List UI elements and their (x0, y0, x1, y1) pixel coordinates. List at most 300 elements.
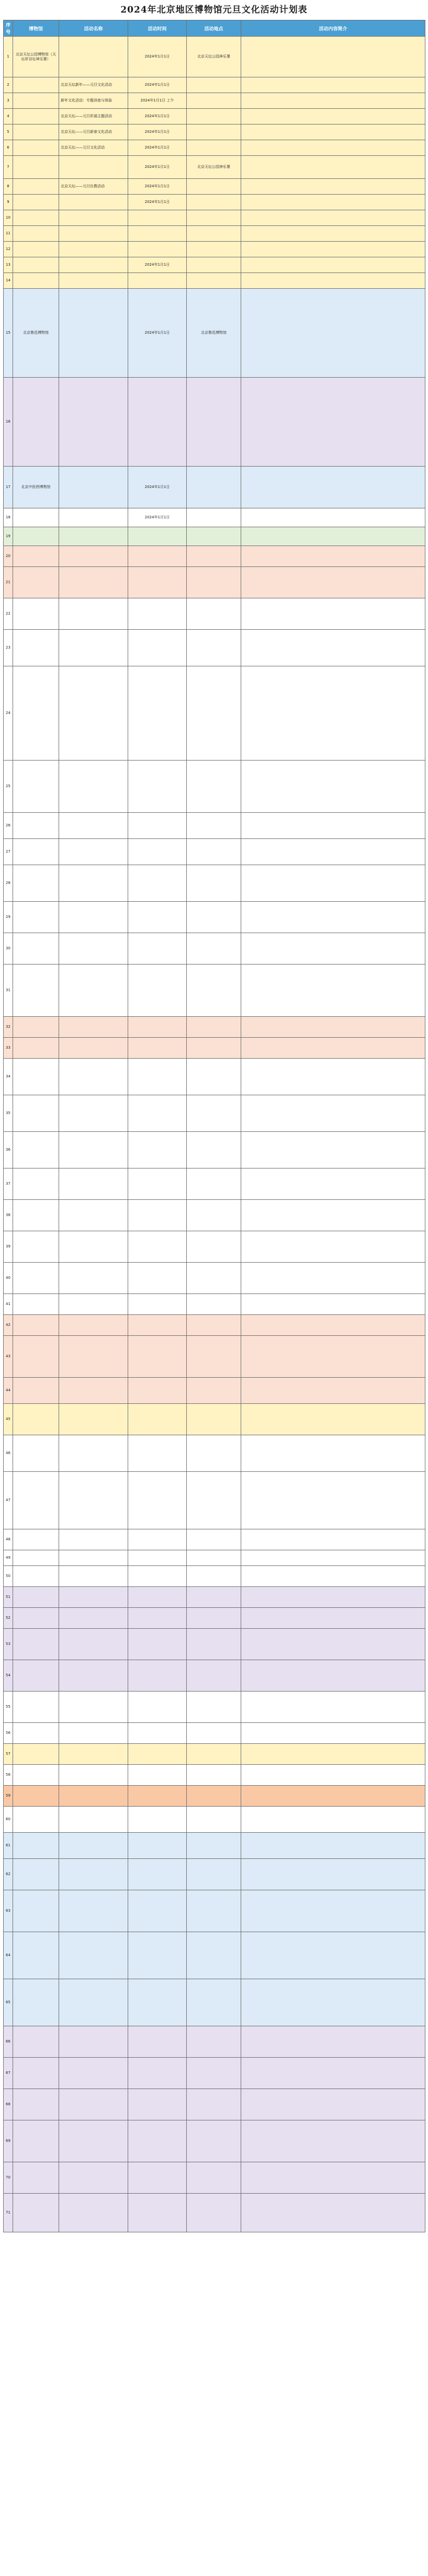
time-cell: 2024年1月1日 (128, 124, 187, 140)
desc-cell (241, 1566, 425, 1587)
row-number: 35 (4, 1095, 13, 1132)
table-row (4, 2058, 425, 2089)
event-cell (59, 1059, 128, 1095)
place-cell (187, 1435, 241, 1472)
place-cell (187, 1979, 241, 2026)
place-cell (187, 140, 241, 156)
event-cell (59, 1550, 128, 1566)
time-cell (128, 527, 187, 546)
event-cell (59, 865, 128, 902)
museum-cell (13, 1932, 59, 1979)
desc-cell (241, 1660, 425, 1692)
desc-cell (241, 1378, 425, 1404)
desc-cell (241, 1550, 425, 1566)
row-number: 70 (4, 2162, 13, 2194)
table-row (4, 1017, 425, 1038)
museum-cell (13, 156, 59, 179)
museum-cell (13, 1807, 59, 1833)
place-cell (187, 467, 241, 508)
time-cell: 2024年1月1日 (128, 179, 187, 195)
table-row (4, 1566, 425, 1587)
time-cell: 2024年1月1日 (128, 77, 187, 93)
desc-cell (241, 289, 425, 378)
desc-cell (241, 1132, 425, 1168)
event-cell (59, 1095, 128, 1132)
time-cell (128, 1890, 187, 1932)
place-cell (187, 2162, 241, 2194)
place-cell (187, 933, 241, 964)
table-row (4, 1859, 425, 1890)
museum-cell (13, 1435, 59, 1472)
place-cell (187, 1132, 241, 1168)
time-cell (128, 1786, 187, 1807)
table-row (4, 839, 425, 865)
time-cell (128, 2026, 187, 2058)
time-cell: 2024年1月1日 (128, 109, 187, 124)
museum-cell (13, 1472, 59, 1529)
event-cell (59, 1859, 128, 1890)
desc-cell (241, 1315, 425, 1336)
event-cell (59, 1979, 128, 2026)
time-cell (128, 839, 187, 865)
row-number: 7 (4, 156, 13, 179)
museum-cell (13, 1200, 59, 1231)
time-cell (128, 1629, 187, 1660)
time-cell (128, 378, 187, 467)
museum-cell (13, 666, 59, 761)
event-cell (59, 1890, 128, 1932)
event-cell: 北京天坛新年——元旦文化活动 (59, 77, 128, 93)
event-cell (59, 257, 128, 273)
place-cell (187, 1378, 241, 1404)
table-row (4, 1404, 425, 1435)
row-number: 17 (4, 467, 13, 508)
desc-cell (241, 1932, 425, 1979)
time-cell (128, 1859, 187, 1890)
table-row (4, 257, 425, 273)
desc-cell (241, 1807, 425, 1833)
table-row (4, 1833, 425, 1859)
row-number: 6 (4, 140, 13, 156)
desc-cell (241, 865, 425, 902)
table-row (4, 37, 425, 77)
row-number: 16 (4, 378, 13, 467)
time-cell (128, 902, 187, 933)
table-row (4, 242, 425, 257)
desc-cell (241, 226, 425, 242)
place-cell (187, 1200, 241, 1231)
museum-cell (13, 567, 59, 598)
place-cell (187, 508, 241, 527)
row-number: 31 (4, 964, 13, 1017)
event-cell (59, 1200, 128, 1231)
event-cell (59, 2162, 128, 2194)
desc-cell (241, 1095, 425, 1132)
table-row (4, 1765, 425, 1786)
museum-cell (13, 273, 59, 289)
museum-cell (13, 2026, 59, 2058)
time-cell (128, 1566, 187, 1587)
event-cell (59, 156, 128, 179)
desc-cell (241, 1692, 425, 1723)
museum-cell (13, 761, 59, 813)
place-cell (187, 1660, 241, 1692)
museum-cell (13, 1294, 59, 1315)
desc-cell (241, 508, 425, 527)
row-number: 22 (4, 598, 13, 630)
time-cell: 2024年1月1日 (128, 467, 187, 508)
time-cell (128, 1529, 187, 1550)
row-number: 59 (4, 1786, 13, 1807)
event-cell (59, 242, 128, 257)
time-cell (128, 1608, 187, 1629)
museum-cell (13, 1692, 59, 1723)
place-cell (187, 666, 241, 761)
desc-cell (241, 109, 425, 124)
row-number: 46 (4, 1435, 13, 1472)
row-number: 24 (4, 666, 13, 761)
table-row (4, 1890, 425, 1932)
museum-cell (13, 93, 59, 109)
row-number: 37 (4, 1168, 13, 1200)
desc-cell (241, 1200, 425, 1231)
row-number: 14 (4, 273, 13, 289)
museum-cell (13, 1404, 59, 1435)
museum-cell (13, 1059, 59, 1095)
event-cell (59, 1744, 128, 1765)
desc-cell (241, 467, 425, 508)
desc-cell (241, 140, 425, 156)
time-cell (128, 226, 187, 242)
row-number: 29 (4, 902, 13, 933)
row-number: 53 (4, 1629, 13, 1660)
event-cell (59, 546, 128, 567)
event-cell (59, 1833, 128, 1859)
place-cell (187, 546, 241, 567)
table-row (4, 1629, 425, 1660)
row-number: 15 (4, 289, 13, 378)
desc-cell (241, 156, 425, 179)
time-cell: 2024年1月1日 (128, 195, 187, 210)
row-number: 63 (4, 1890, 13, 1932)
place-cell (187, 179, 241, 195)
row-number: 8 (4, 179, 13, 195)
time-cell (128, 1017, 187, 1038)
time-cell (128, 1336, 187, 1378)
row-number: 61 (4, 1833, 13, 1859)
event-cell (59, 289, 128, 378)
place-cell (187, 273, 241, 289)
time-cell (128, 1315, 187, 1336)
time-cell (128, 1587, 187, 1608)
time-cell: 2024年1月1日 (128, 289, 187, 378)
time-cell (128, 546, 187, 567)
table-row (4, 1660, 425, 1692)
time-cell (128, 2194, 187, 2232)
row-number: 38 (4, 1200, 13, 1231)
event-cell (59, 1336, 128, 1378)
event-cell (59, 761, 128, 813)
table-row (4, 1587, 425, 1608)
place-cell (187, 1550, 241, 1566)
place-cell (187, 1294, 241, 1315)
event-cell: 新年文化活动：专题讲座与体验 (59, 93, 128, 109)
museum-cell (13, 1378, 59, 1404)
row-number: 71 (4, 2194, 13, 2232)
event-cell (59, 2089, 128, 2120)
place-cell (187, 1765, 241, 1786)
museum-cell (13, 179, 59, 195)
desc-cell (241, 378, 425, 467)
row-number: 27 (4, 839, 13, 865)
place-cell (187, 839, 241, 865)
time-cell (128, 1744, 187, 1765)
time-cell (128, 1059, 187, 1095)
row-number: 68 (4, 2089, 13, 2120)
time-cell: 2024年1月1日 (128, 508, 187, 527)
place-cell (187, 1744, 241, 1765)
row-number: 42 (4, 1315, 13, 1336)
table-row (4, 1294, 425, 1315)
desc-cell (241, 2026, 425, 2058)
table-row (4, 1550, 425, 1566)
place-cell (187, 257, 241, 273)
time-cell (128, 1404, 187, 1435)
event-cell (59, 1566, 128, 1587)
museum-cell (13, 1529, 59, 1550)
desc-cell (241, 195, 425, 210)
row-number: 69 (4, 2120, 13, 2162)
museum-cell (13, 1132, 59, 1168)
table-row (4, 273, 425, 289)
event-cell (59, 527, 128, 546)
museum-cell: 北京天坛公园博物馆（天坛祈谷坛神乐署） (13, 37, 59, 77)
table-row (4, 1608, 425, 1629)
table-row (4, 1378, 425, 1404)
place-cell (187, 1017, 241, 1038)
row-number: 18 (4, 508, 13, 527)
place-cell (187, 378, 241, 467)
row-number: 67 (4, 2058, 13, 2089)
table-row (4, 93, 425, 109)
museum-cell (13, 1550, 59, 1566)
museum-cell (13, 1786, 59, 1807)
desc-cell (241, 1336, 425, 1378)
row-number: 19 (4, 527, 13, 546)
event-cell (59, 273, 128, 289)
time-cell (128, 630, 187, 666)
table-row (4, 1059, 425, 1095)
place-cell (187, 813, 241, 839)
table-row (4, 179, 425, 195)
table-row (4, 2194, 425, 2232)
desc-cell (241, 527, 425, 546)
place-cell (187, 1315, 241, 1336)
table-row (4, 109, 425, 124)
place-cell (187, 2058, 241, 2089)
time-cell: 2024年1月1日 (128, 140, 187, 156)
time-cell (128, 1932, 187, 1979)
place-cell (187, 124, 241, 140)
time-cell (128, 1294, 187, 1315)
museum-cell (13, 902, 59, 933)
desc-cell (241, 1744, 425, 1765)
event-cell (59, 1231, 128, 1263)
event-cell (59, 2120, 128, 2162)
place-cell (187, 77, 241, 93)
time-cell (128, 242, 187, 257)
museum-cell (13, 1859, 59, 1890)
table-row (4, 210, 425, 226)
event-cell (59, 1038, 128, 1059)
table-row (4, 902, 425, 933)
time-cell (128, 598, 187, 630)
museum-cell (13, 865, 59, 902)
museum-cell (13, 1168, 59, 1200)
table-row (4, 124, 425, 140)
row-number: 64 (4, 1932, 13, 1979)
event-cell (59, 1315, 128, 1336)
place-cell (187, 109, 241, 124)
table-body (4, 37, 425, 2232)
table-row (4, 1692, 425, 1723)
table-row (4, 2089, 425, 2120)
event-cell (59, 226, 128, 242)
table-row (4, 1435, 425, 1472)
museum-cell (13, 1890, 59, 1932)
desc-cell (241, 1038, 425, 1059)
event-cell (59, 195, 128, 210)
place-cell (187, 242, 241, 257)
place-cell (187, 1932, 241, 1979)
event-cell (59, 1786, 128, 1807)
event-cell (59, 1378, 128, 1404)
header-event: 活动名称 (59, 20, 128, 37)
table-row (4, 813, 425, 839)
time-cell (128, 1378, 187, 1404)
event-cell (59, 1294, 128, 1315)
place-cell (187, 865, 241, 902)
row-number: 57 (4, 1744, 13, 1765)
museum-cell (13, 2120, 59, 2162)
place-cell (187, 1890, 241, 1932)
place-cell (187, 527, 241, 546)
row-number: 33 (4, 1038, 13, 1059)
place-cell (187, 761, 241, 813)
row-number: 49 (4, 1550, 13, 1566)
museum-cell (13, 964, 59, 1017)
time-cell (128, 933, 187, 964)
event-cell (59, 1723, 128, 1744)
time-cell (128, 1692, 187, 1723)
table-row (4, 1472, 425, 1529)
desc-cell (241, 1723, 425, 1744)
desc-cell (241, 1168, 425, 1200)
museum-cell (13, 257, 59, 273)
row-number: 44 (4, 1378, 13, 1404)
museum-cell (13, 378, 59, 467)
table-row (4, 1807, 425, 1833)
desc-cell (241, 210, 425, 226)
table-row (4, 1168, 425, 1200)
time-cell (128, 1095, 187, 1132)
row-number: 34 (4, 1059, 13, 1095)
museum-cell (13, 1660, 59, 1692)
time-cell (128, 2058, 187, 2089)
table-row (4, 226, 425, 242)
place-cell (187, 226, 241, 242)
desc-cell (241, 2194, 425, 2232)
event-cell (59, 1404, 128, 1435)
table-row (4, 1095, 425, 1132)
row-number: 32 (4, 1017, 13, 1038)
place-cell: 北京鲁迅博物馆 (187, 289, 241, 378)
table-row (4, 1231, 425, 1263)
desc-cell (241, 1231, 425, 1263)
desc-cell (241, 2162, 425, 2194)
row-number: 12 (4, 242, 13, 257)
desc-cell (241, 1294, 425, 1315)
header-num: 序号 (4, 20, 13, 37)
table-row (4, 1200, 425, 1231)
table-row (4, 1932, 425, 1979)
place-cell (187, 598, 241, 630)
row-number: 39 (4, 1231, 13, 1263)
desc-cell (241, 1529, 425, 1550)
museum-cell (13, 2194, 59, 2232)
museum-cell (13, 1629, 59, 1660)
time-cell (128, 2089, 187, 2120)
time-cell (128, 1833, 187, 1859)
museum-cell (13, 2162, 59, 2194)
museum-cell (13, 1587, 59, 1608)
desc-cell (241, 1059, 425, 1095)
place-cell (187, 2194, 241, 2232)
museum-cell (13, 1038, 59, 1059)
table-header-row (4, 20, 425, 37)
event-cell (59, 933, 128, 964)
table-row (4, 1979, 425, 2026)
place-cell (187, 1472, 241, 1529)
table-row (4, 1263, 425, 1294)
time-cell (128, 1038, 187, 1059)
header-place: 活动地点 (187, 20, 241, 37)
row-number: 26 (4, 813, 13, 839)
desc-cell (241, 2120, 425, 2162)
place-cell (187, 93, 241, 109)
place-cell (187, 567, 241, 598)
time-cell (128, 813, 187, 839)
event-cell (59, 1587, 128, 1608)
time-cell (128, 1168, 187, 1200)
row-number: 3 (4, 93, 13, 109)
table-row (4, 2120, 425, 2162)
event-cell (59, 1168, 128, 1200)
museum-cell (13, 1765, 59, 1786)
time-cell (128, 2120, 187, 2162)
row-number: 9 (4, 195, 13, 210)
museum-cell (13, 1095, 59, 1132)
time-cell (128, 1132, 187, 1168)
desc-cell (241, 1765, 425, 1786)
event-cell (59, 598, 128, 630)
time-cell (128, 1263, 187, 1294)
header-time: 活动时间 (128, 20, 187, 37)
time-cell (128, 1807, 187, 1833)
museum-cell (13, 839, 59, 865)
museum-cell (13, 2089, 59, 2120)
place-cell: 北京天坛公园神乐署 (187, 37, 241, 77)
